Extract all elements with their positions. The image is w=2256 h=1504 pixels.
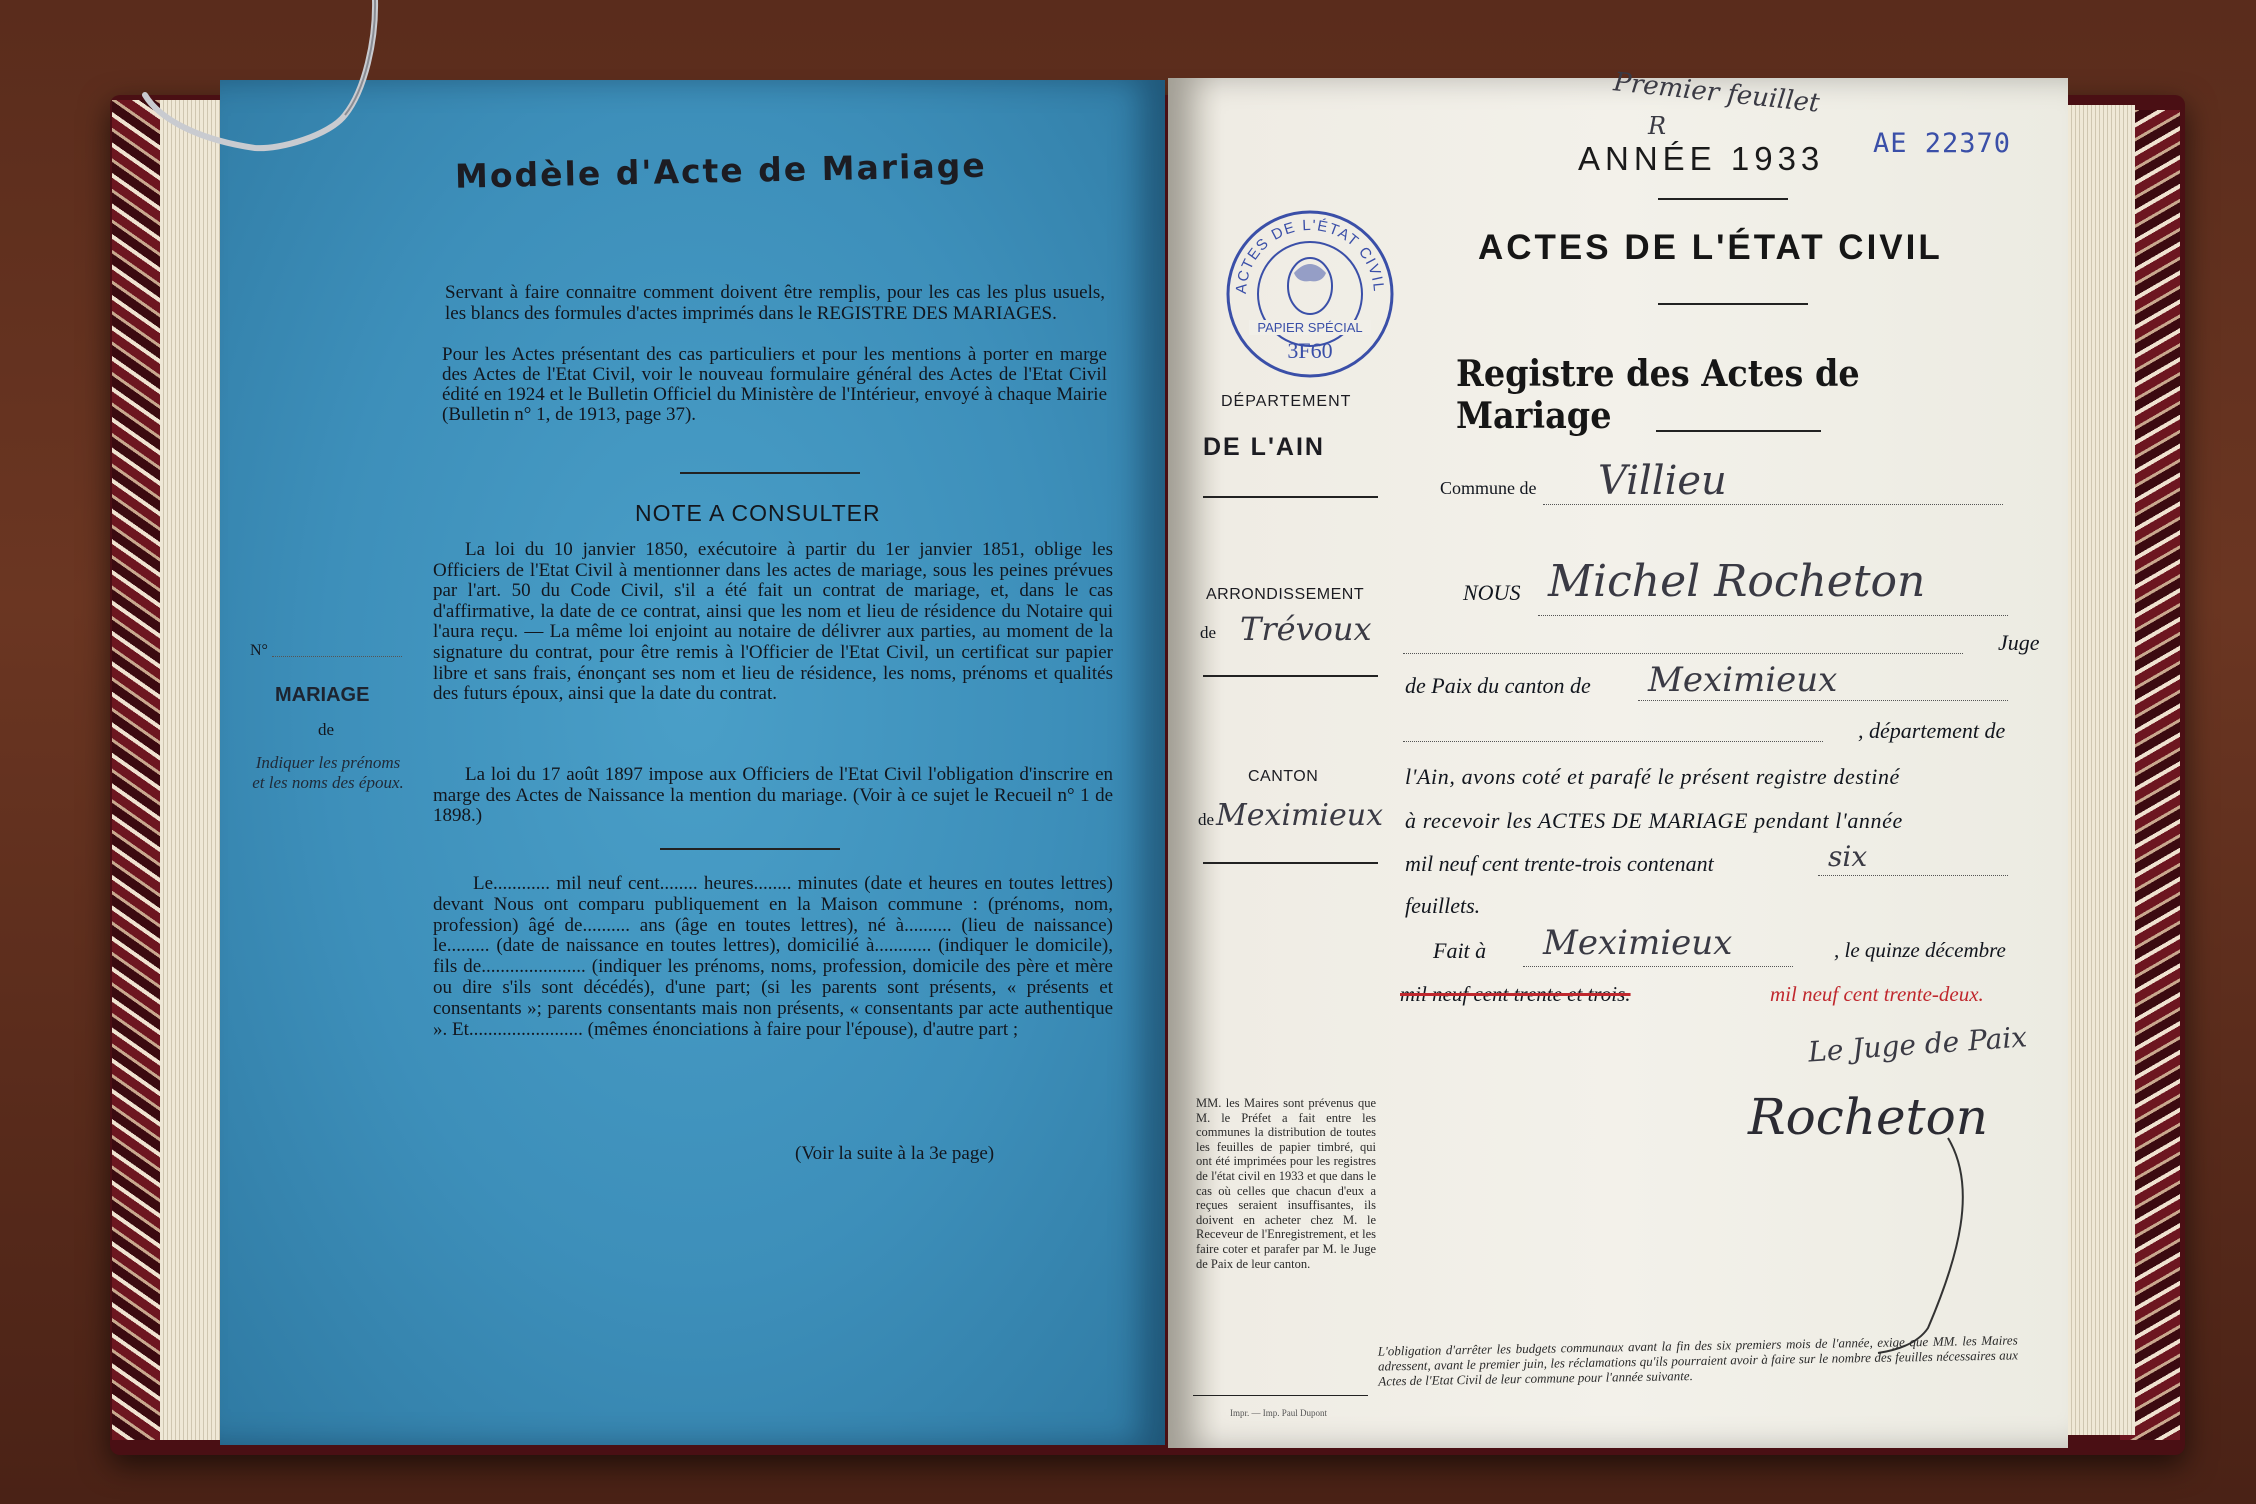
note-heading: NOTE A CONSULTER [635,500,881,526]
count-dotted-line [1818,875,2008,876]
margin-number-line [272,656,402,657]
year-title: ANNÉE 1933 [1578,140,1825,177]
register-title: Registre des Actes de Mariage [1456,353,1860,437]
stamp-ring-text: ACTES DE L'ÉTAT CIVIL [1232,216,1388,295]
nous-value: Michel Rocheton [1548,556,1926,607]
commune-label: Commune de [1440,478,1537,498]
stamp-price: 3F60 [1287,338,1333,363]
form-text: Le............ mil neuf cent........ heures........ minutes (date et heures en toutes lettres) devant Nous ont comparu publiquement en la Maison commune : (prénoms, nom, profession) âgé de.......... ans (âge en toutes lettres), né à.......... (lieu de naissance) le......... (date de naissance en toutes lettres), domicilié à............ (indiquer le domicile), fils de...................... (indiquer les prénoms, noms, profession, domicile des père et mère ou dire s'ils sont décédés), d'une part; (si les parents sont présents, « présents et consentants »; parents consentants mais non présents, « consentants par acte authentique ». Et........................ (mêmes énonciations à faire pour l'épouse), d'autre part ; [433,873,1113,1040]
stamp-inner-text: PAPIER SPÉCIAL [1249,320,1371,335]
divider [1203,675,1378,677]
tax-stamp [1224,208,1396,380]
departement-dotted-line [1403,741,1823,742]
margin-hint: Indiquer les prénoms et les noms des époux. [252,753,404,792]
body-line-3: mil neuf cent trente-trois contenant [1405,851,1714,876]
handwritten-initial: R [1648,112,1667,140]
marbled-edge-left [112,100,162,1440]
footer-note: L'obligation d'arrêter les budgets communaux avant la fin des six premiers mois de l'année, exige que MM. les Maires adressent, avant le premier juin, les réclamations qu'ils pourraient avoir à faire sur le nombre des feuilles nécessaires aux Actes de l'Etat Civil de leur commune pour l'année suivante. [1377,1332,2019,1389]
signature-flourish [1868,1128,2028,1358]
paix-dotted-line [1638,700,2008,701]
divider [680,472,860,474]
canton-value: Meximieux [1216,798,1384,833]
divider [1658,198,1788,200]
margin-de-label: de [318,720,335,739]
handwritten-note: Premier feuillet [1611,67,1821,119]
margin-note: MM. les Maires sont prévenus que M. le Préfet a fait entre les communes la distribution de toutes les feuilles de papier timbré, qui ont été imprimées pour les registres de l'état civil en 1933 et que dans le cas où celles que chacun d'eux a reçues seraient insuffisantes, ils doivent en acheter chez M. le Receveur de l'Enregistrement, et les faire coter et parafer par M. le Juge de Paix de leur canton. [1196,1096,1376,1271]
margin-mariage-label: MARIAGE [275,684,370,706]
fait-a-label: Fait à [1433,938,1487,963]
fait-date: , le quinze décembre [1834,938,2006,962]
fait-dotted-line [1523,966,1793,967]
struck-year-text: mil neuf cent trente et trois. [1400,982,1631,1006]
margin-number-label: N° [250,642,268,659]
arrondissement-value: Trévoux [1240,610,1372,648]
left-page [220,80,1165,1445]
nous-label: NOUS [1463,580,1521,605]
judge-signature: Rocheton [1748,1088,1988,1146]
juge-label: Juge [1998,630,2040,655]
body-line-4: feuillets. [1405,893,1481,918]
departement-value: DE L'AIN [1203,433,1325,461]
divider [1203,862,1378,864]
note-paragraph-2: La loi du 17 août 1897 impose aux Officiers de l'Etat Civil l'obligation d'inscrire en marge des Actes de Naissance la mention du mariage. (Voir à ce sujet le Recueil n° 1 de 1898.) [433,764,1113,827]
arrondissement-label: ARRONDISSEMENT [1206,586,1365,603]
signature-title: Le Juge de Paix [1807,1020,2029,1069]
body-count: six [1828,840,1868,873]
departement-label: DÉPARTEMENT [1221,393,1352,410]
note-paragraph-1: La loi du 10 janvier 1850, exécutoire à partir du 1er janvier 1851, oblige les Officiers de l'Etat Civil à mentionner dans les actes de mariage, sous les peines prévues par l'art. 50 du Code Civil, s'il a été fait un contrat de mariage, et, dans le cas d'affirmative, la date de ce contrat, ainsi que les nom et lieu de résidence du Notaire qui l'aura reçu. — La même loi enjoint au notaire de délivrer aux parties, au moment de la signature du contrat, pour être remis à l'Officier de l'Etat Civil, un certificat sur papier libre et sans frais, énonçant ses nom et lieu de résidence, les noms, prénoms et qualités des futurs époux, ainsi que la date du contrat. [433,539,1113,705]
arrondissement-de: de [1200,623,1217,642]
right-page [1168,67,2068,1448]
divider [660,848,840,850]
printer-credit: Impr. — Imp. Paul Dupont [1230,1408,1327,1418]
departement-de-text: , département de [1858,718,2006,743]
model-title: Modèle d'Acte de Mariage [454,145,987,196]
continue-note: (Voir la suite à la 3e page) [795,1143,995,1164]
body-line-2: à recevoir les ACTES DE MARIAGE pendant l'année [1405,808,1903,833]
svg-text:ACTES DE L'ÉTAT CIVIL [1233,217,1387,295]
paix-value: Meximieux [1648,660,1838,700]
canton-label: CANTON [1248,768,1319,785]
divider [1203,496,1378,498]
intro-paragraph-2: Pour les Actes présentant des cas particuliers et pour les mentions à porter en marge des Actes de l'Etat Civil, voir le nouveau formulaire général des Actes de l'Etat Civil édité en 1924 et le Bulletin Officiel du Ministère de l'Intérieur, envoyé à chaque Mairie (Bulletin n° 1, de 1913, page 37). [442,344,1107,425]
eyeglasses-arm [140,0,390,160]
canton-de: de [1198,810,1215,829]
register-serial-number: AE 22370 [1873,128,2012,159]
body-line-1: l'Ain, avons coté et parafé le présent registre destiné [1405,764,1900,789]
divider [1658,303,1808,305]
page-stack-right [2060,105,2135,1435]
juge-line [1403,653,1963,654]
fait-a-value: Meximieux [1543,923,1733,963]
divider [1656,430,1821,432]
intro-paragraph: Servant à faire connaitre comment doivent être remplis, pour les cas les plus usuels, les blancs des formules d'actes imprimés dans le REGISTRE DES MARIAGES. [445,282,1105,324]
divider [1193,1395,1368,1396]
paix-line-text: de Paix du canton de [1405,673,1591,698]
commune-value: Villieu [1598,458,1727,504]
nous-line [1538,615,2008,616]
commune-line [1543,504,2003,505]
corrected-year-text: mil neuf cent trente-deux. [1770,982,1984,1006]
civil-status-heading: ACTES DE L'ÉTAT CIVIL [1478,228,1943,267]
